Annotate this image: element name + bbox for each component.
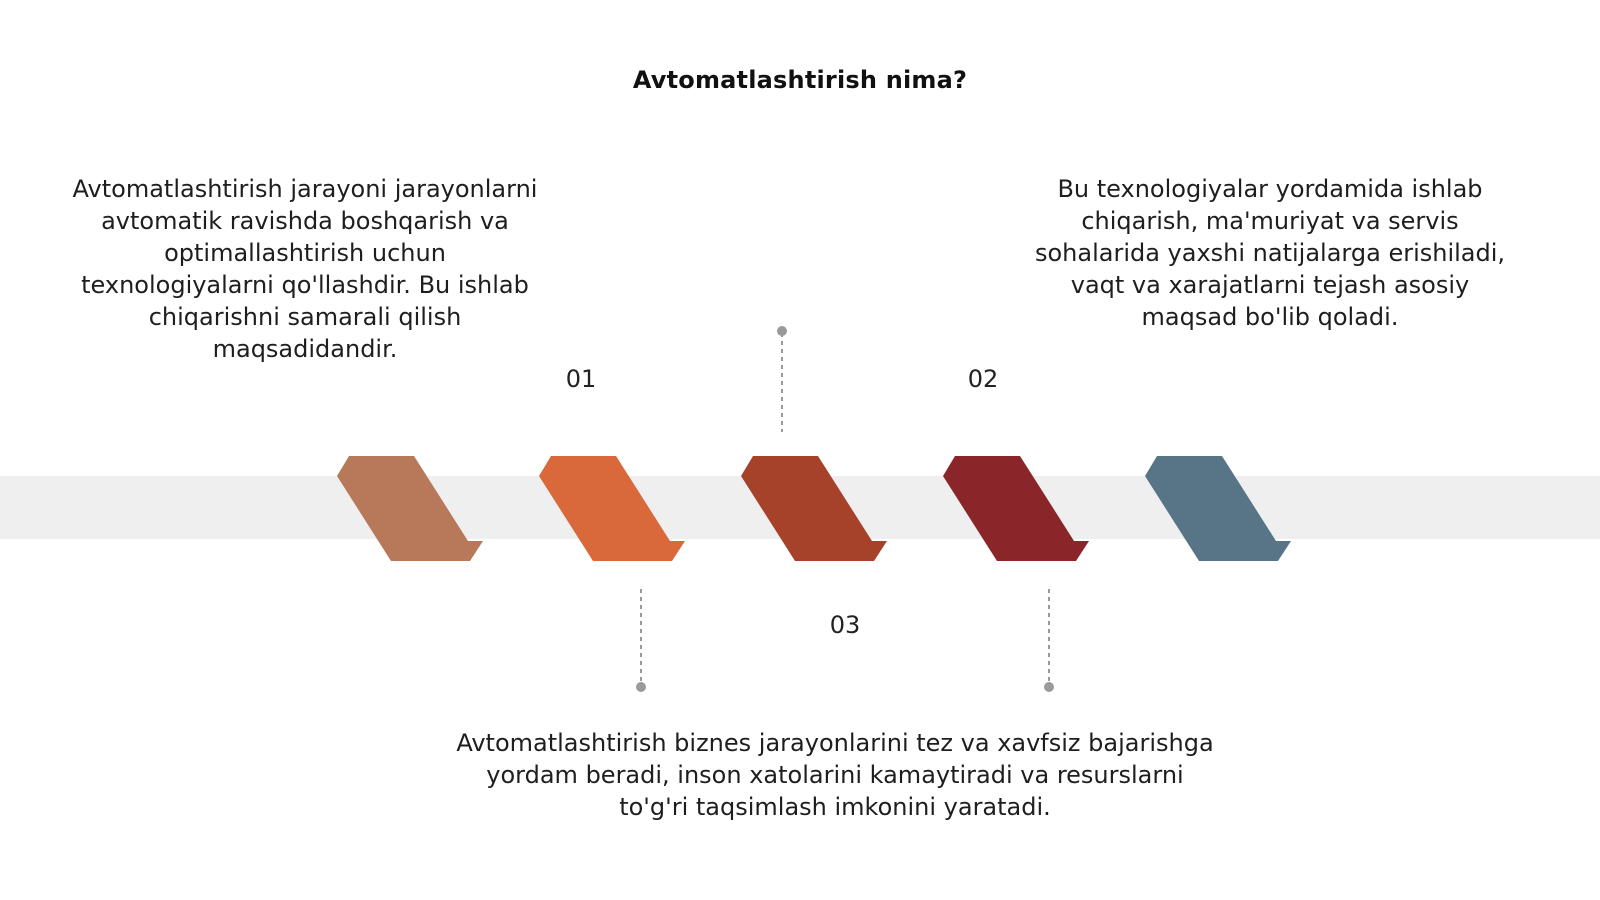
- step-01-description: Avtomatlashtirish jarayoni jarayonlarni avtomatik ravishda boshqarish va optimallashtirish uchun texnologiyalarni qo'llashdir. Bu ishlab chiqarishni samarali qilish maqsadidandir.: [72, 175, 538, 363]
- step-02-number: 02: [967, 365, 999, 393]
- page-title: Avtomatlashtirish nima?: [632, 66, 968, 94]
- step-03-number: 03: [829, 611, 861, 639]
- connector-dot-bottom-left: [636, 682, 646, 692]
- connector-dot-bottom-right: [1044, 682, 1054, 692]
- step-03-description: Avtomatlashtirish biznes jarayonlarini tez va xavfsiz bajarishga yordam beradi, inson xatolarini kamaytiradi va resurslarni to'g'ri taqsimlash imkonini yaratadi.: [456, 729, 1214, 821]
- step-02-description: Bu texnologiyalar yordamida ishlab chiqarish, ma'muriyat va servis sohalarida yaxshi natijalarga erishiladi, vaqt va xarajatlarni tejash asosiy maqsad bo'lib qoladi.: [1034, 175, 1506, 331]
- step-01-number: 01: [565, 365, 597, 393]
- connector-dot-top: [777, 326, 787, 336]
